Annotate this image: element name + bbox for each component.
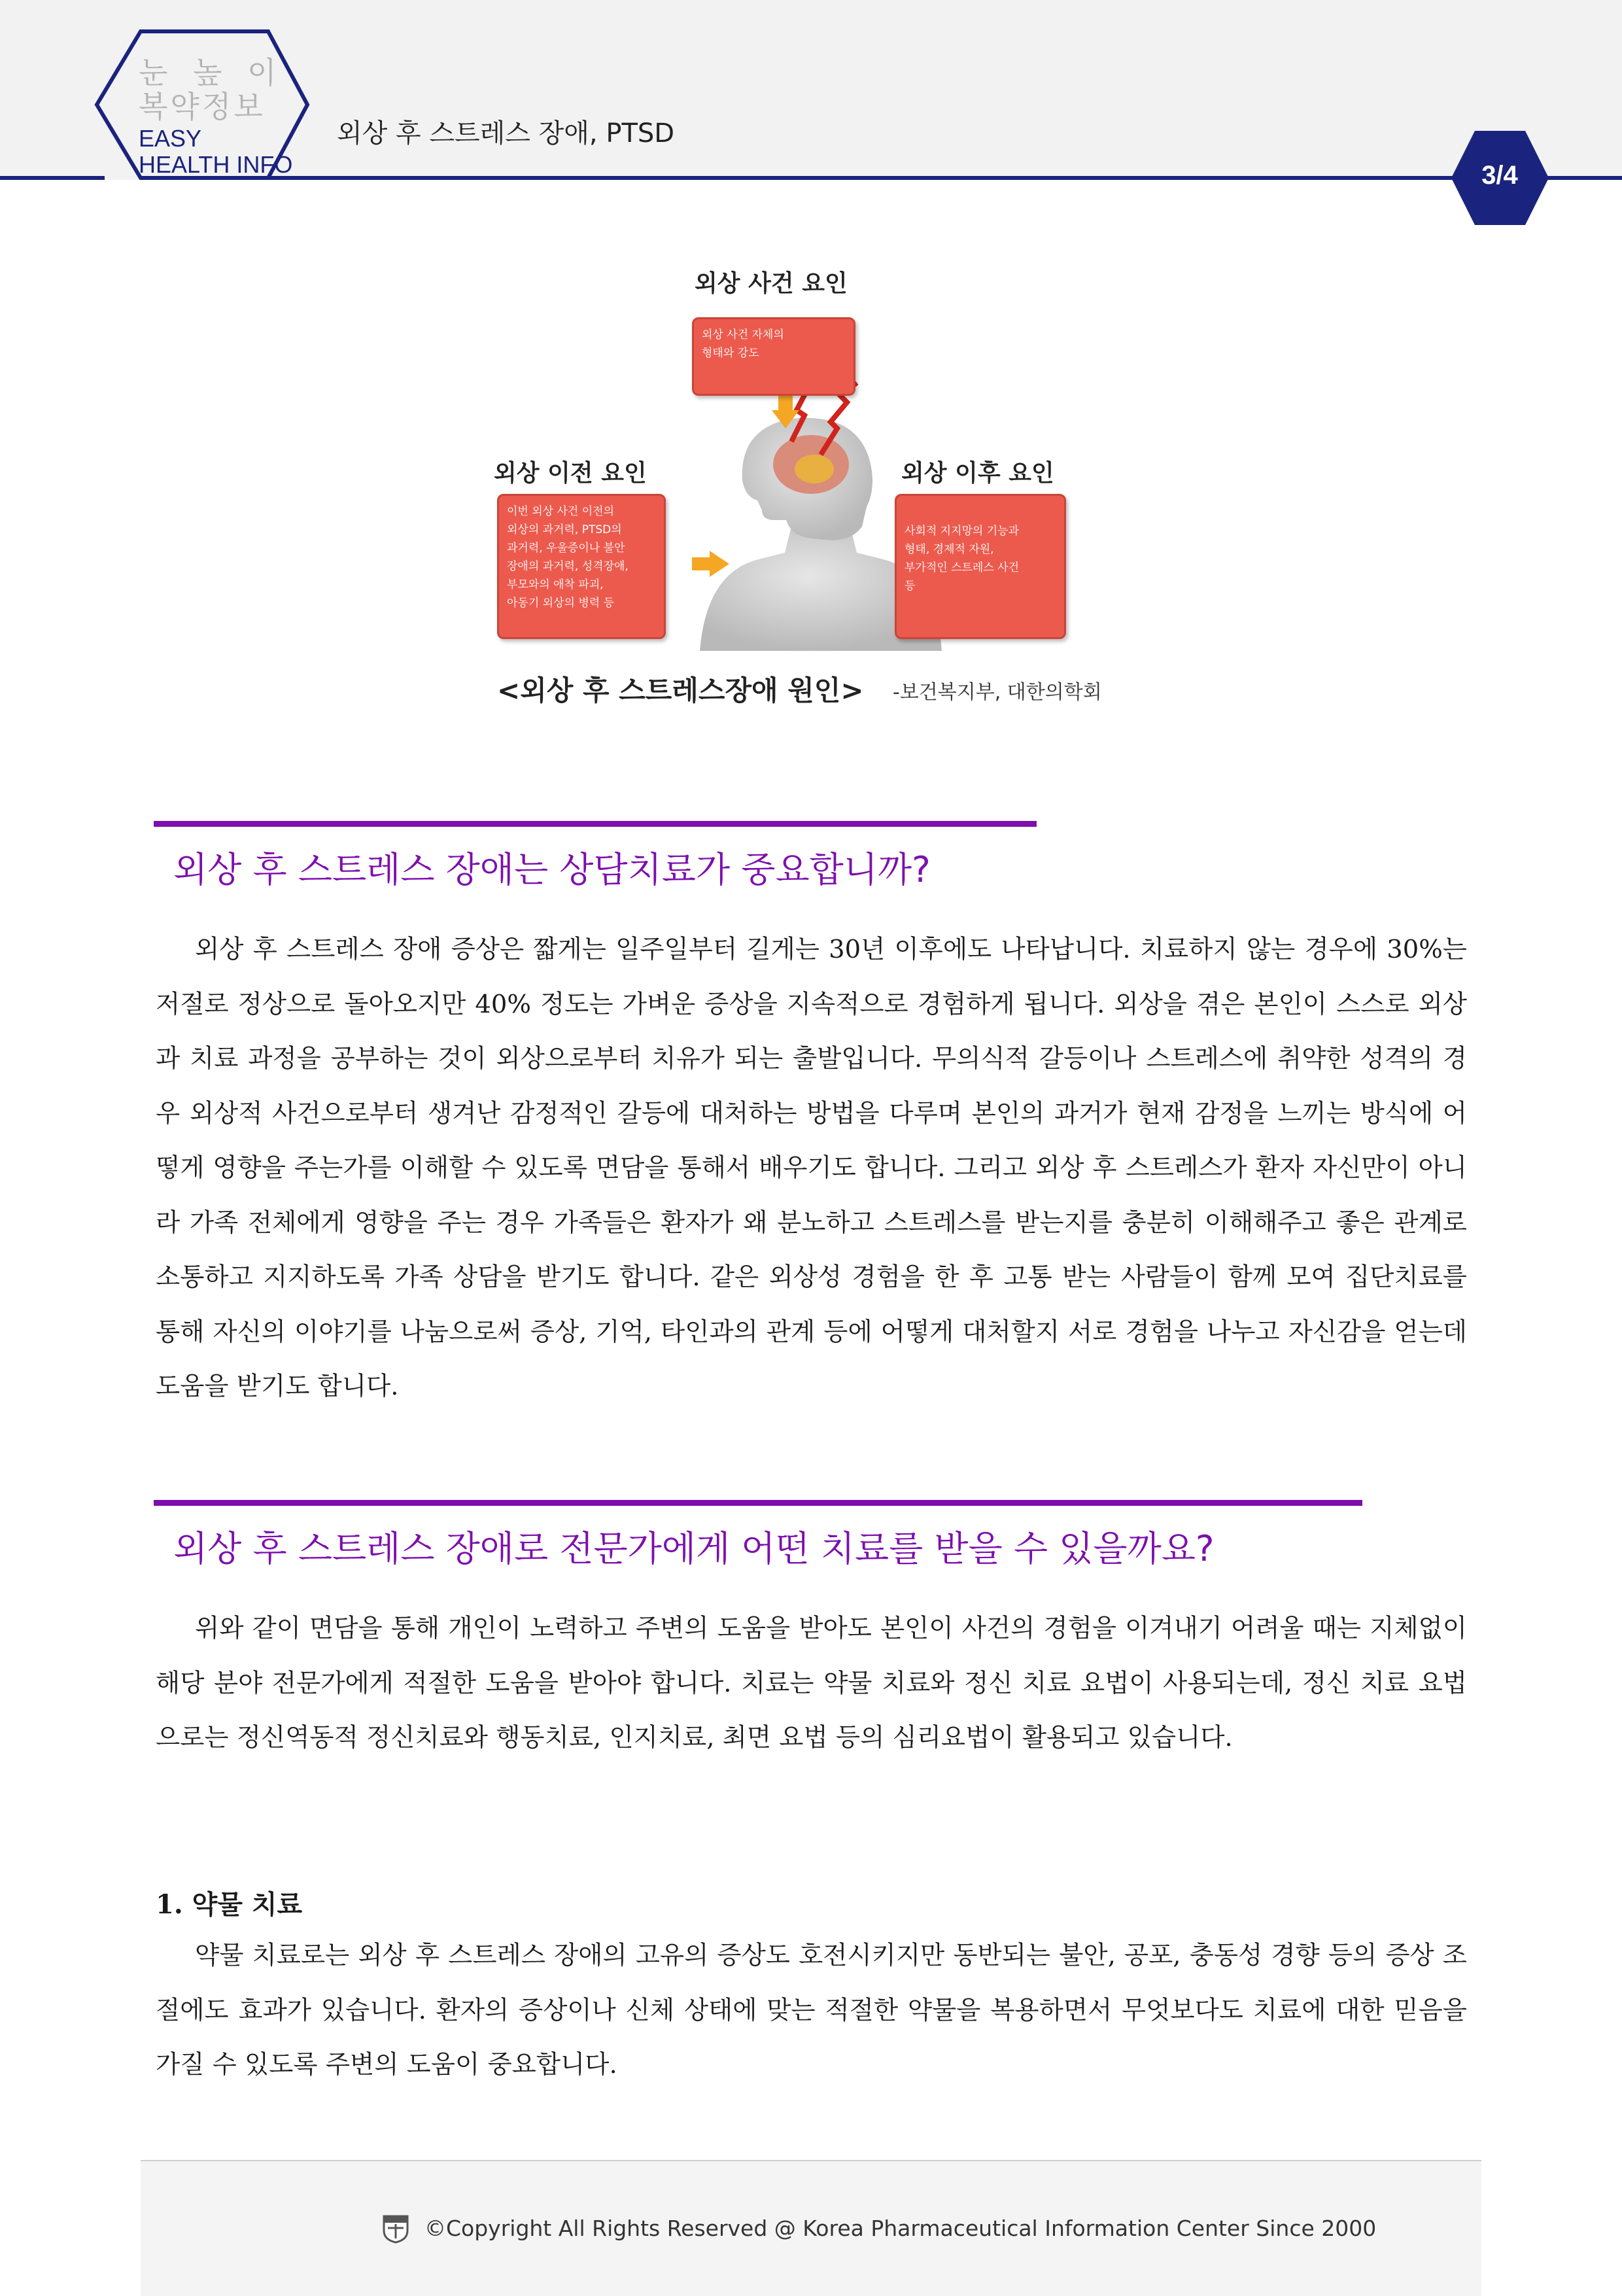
left-factor-box: 이번 외상 사건 이전의 외상의 과거력, PTSD의 과거력, 우울증이나 불안 장애의 과거력, 성격장애, 부모와의 애착 파괴, 아동기 외상의 병력 등 [497, 494, 666, 639]
kpic-emblem-icon [381, 2214, 410, 2244]
medication-subheading: 1. 약물 치료 [156, 1889, 303, 1920]
logo-korean-line2: 복약정보 [139, 89, 266, 124]
footer [141, 2160, 1481, 2296]
left-factor-label: 외상 이전 요인 [494, 460, 647, 487]
section1-body: 외상 후 스트레스 장애 증상은 짧게는 일주일부터 길게는 30년 이후에도 나타납니다. 치료하지 않는 경우에 30%는 저절로 정상으로 돌아오지만 40% 정도는 가벼운 증상을 지속적으로 경험하게 됩니다. 외상을 겪은 본인이 스스로 외상과 치료 과정을 공부하는 것이 외상으로부터 치유가 되는 출발입니다. 무의식적 갈등이나 스트레스에 취약한 성격의 경우 외상적 사건으로부터 생겨난 감정적인 갈등에 대처하는 방법을 다루며 본인의 과거가 현재 감정을 느끼는 방식에 어떻게 영향을 주는가를 이해할 수 있도록 면담을 통해서 배우기도 합니다. 그리고 외상 후 스트레스가 환자 자신만이 아니라 가족 전체에게 영향을 주는 경우 가족들은 환자가 왜 분노하고 스트레스를 받는지를 충분히 이해해주고 좋은 관계로 소통하고 지지하도록 가족 상담을 받기도 합니다. 같은 외상성 경험을 한 후 고통 받는 사람들이 함께 모여 집단치료를 통해 자신의 이야기를 나눔으로써 증상, 기억, 타인과의 관계 등에 어떻게 대처할지 서로 경험을 나누고 자신감을 얻는데 도움을 받기도 합니다. [156, 935, 1467, 1401]
logo-english-line2: HEALTH INFO [139, 151, 293, 178]
top-factor-box: 외상 사건 자체의 형태와 강도 [692, 317, 855, 396]
logo-english-line1: EASY [139, 125, 202, 152]
section2-title: 외상 후 스트레스 장애로 전문가에게 어떤 치료를 받을 수 있을까요? [173, 1528, 1215, 1569]
section1-title: 외상 후 스트레스 장애는 상담치료가 중요합니까? [173, 849, 931, 890]
figure-source: -보건복지부, 대한의학회 [893, 681, 1102, 704]
top-factor-label: 외상 사건 요인 [695, 270, 848, 297]
medication-body: 약물 치료로는 외상 후 스트레스 장애의 고유의 증상도 호전시키지만 동반되는 불안, 공포, 충동성 경향 등의 증상 조절에도 효과가 있습니다. 환자의 증상이나 신체 상태에 맞는 적절한 약물을 복용하면서 무엇보다도 치료에 대한 믿음을 가질 수 있도록 주변의 도움이 중요합니다. [156, 1941, 1467, 2079]
right-factor-box: 사회적 지지망의 기능과 형태, 경제적 자원, 부가적인 스트레스 사건 등 [895, 494, 1066, 639]
logo-korean-line1: 눈 높 이 [139, 55, 285, 90]
arrow-right-icon [692, 551, 729, 577]
copyright-text: ©Copyright All Rights Reserved @ Korea Pharmaceutical Information Center Since 2000 [424, 2216, 1377, 2241]
page-number: 3/4 [1481, 161, 1518, 190]
document-title: 외상 후 스트레스 장애, PTSD [337, 118, 675, 148]
figure-caption: <외상 후 스트레스장애 원인> [497, 674, 864, 706]
section1-rule [154, 821, 1037, 827]
right-factor-label: 외상 이후 요인 [901, 460, 1054, 487]
ptsd-causes-figure [484, 265, 1151, 716]
section2-body: 위와 같이 면담을 통해 개인이 노력하고 주변의 도움을 받아도 본인이 사건의 경험을 이겨내기 어려울 때는 지체없이 해당 분야 전문가에게 적절한 도움을 받아야 합니다. 치료는 약물 치료와 정신 치료 요법이 사용되는데, 정신 치료 요법으로는 정신역동적 정신치료와 행동치료, 인지치료, 최면 요법 등의 심리요법이 활용되고 있습니다. [156, 1614, 1467, 1752]
section2-rule [154, 1500, 1362, 1506]
